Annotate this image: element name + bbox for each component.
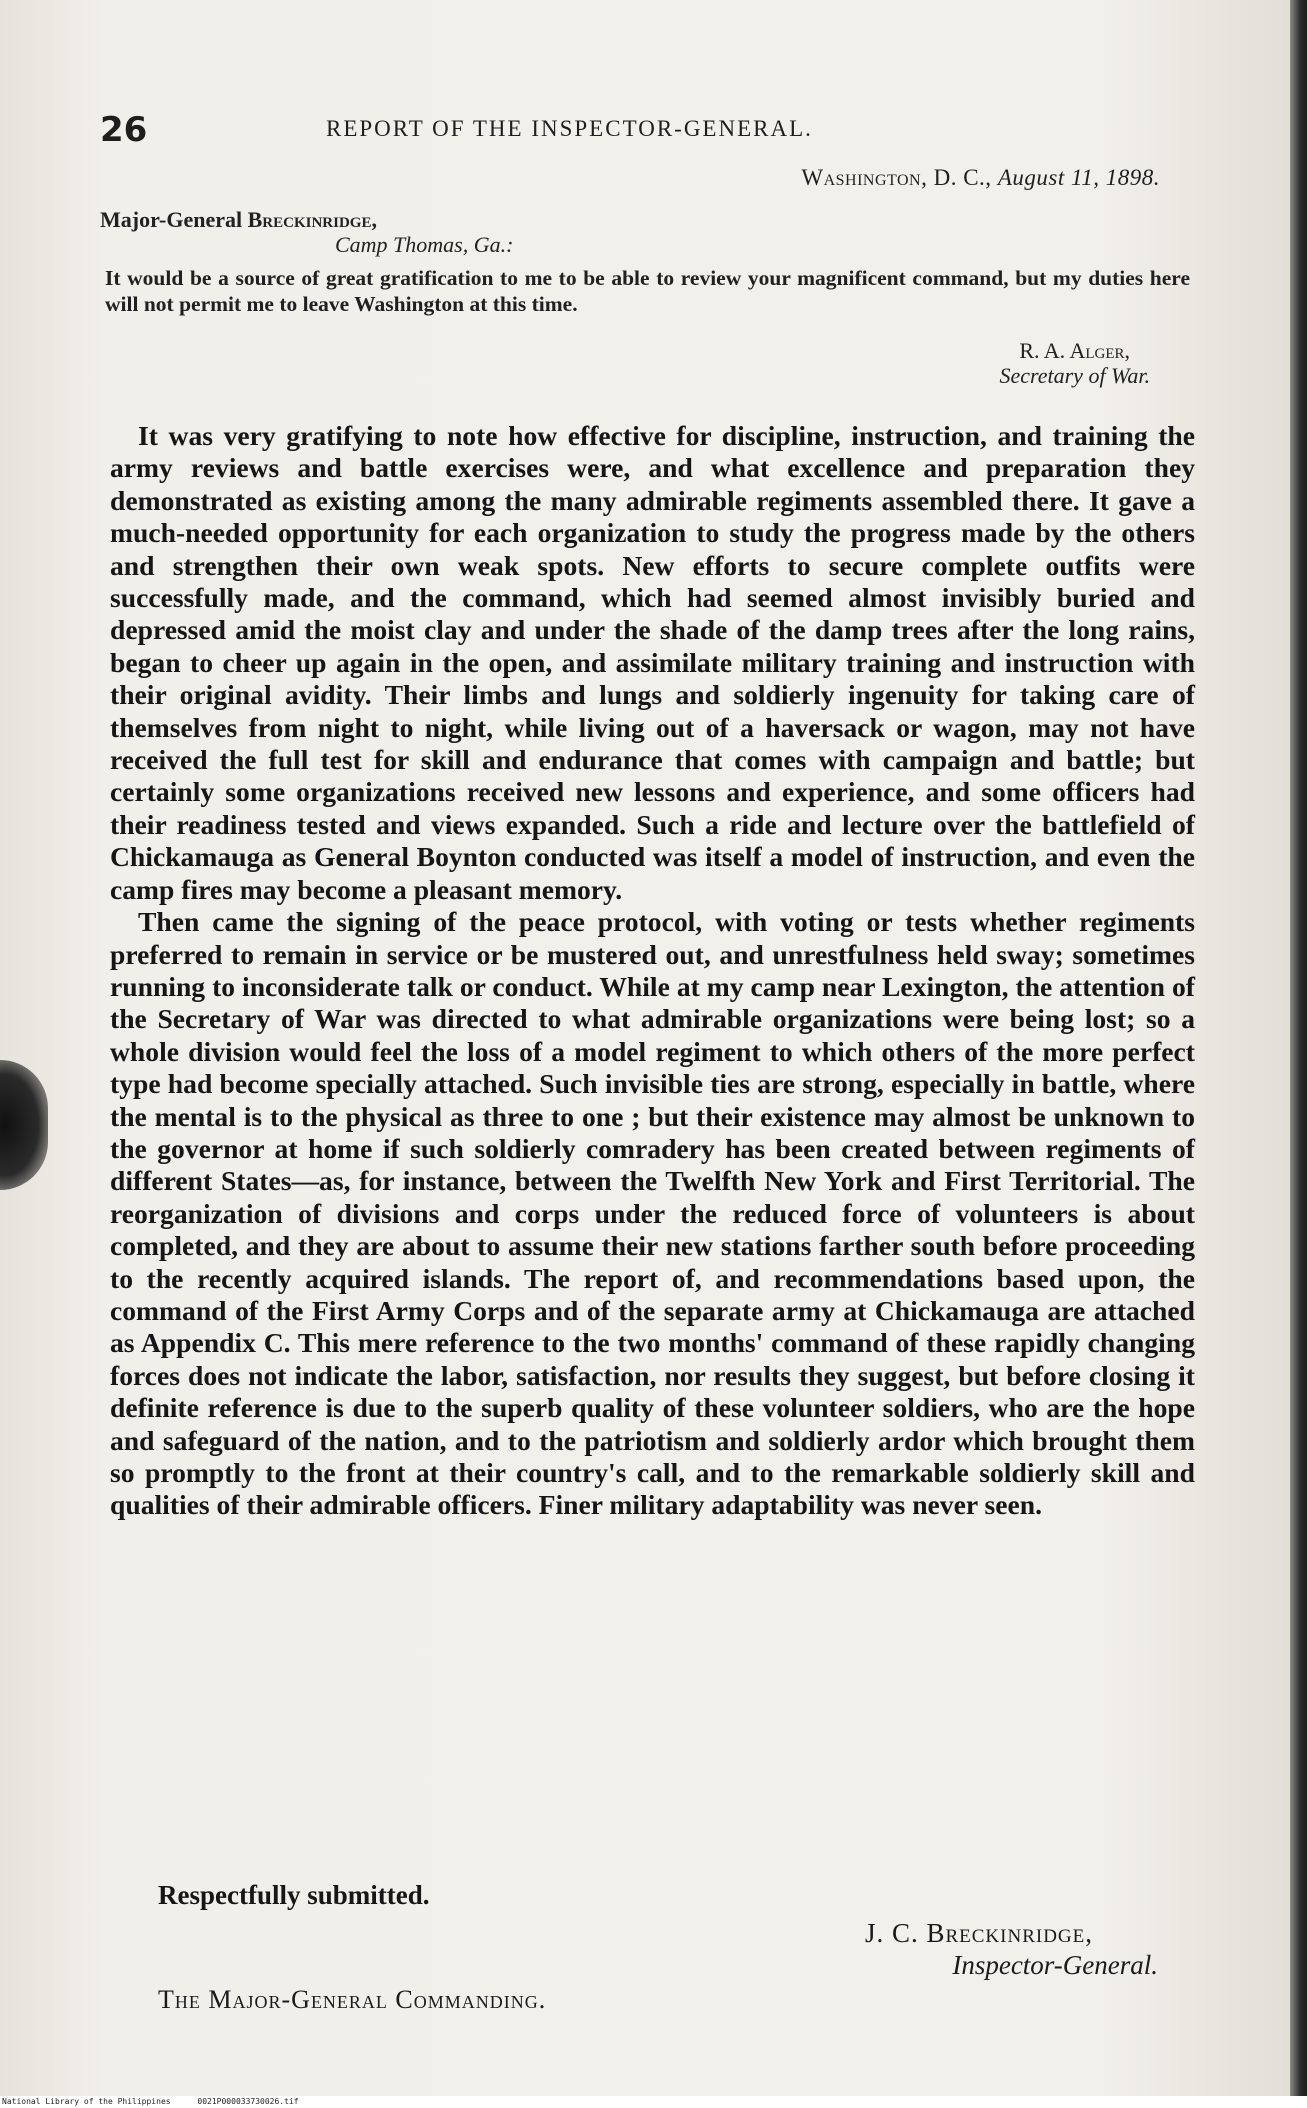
report-body bbox=[110, 420, 1195, 1522]
closing-line: Respectfully submitted. bbox=[158, 1880, 430, 1910]
binding-shadow bbox=[0, 1060, 48, 1190]
running-title: REPORT OF THE INSPECTOR-GENERAL. bbox=[326, 116, 813, 141]
scan-file: 0021P000033730026.tif bbox=[197, 2097, 299, 2106]
addressee-name: Breckinridge, bbox=[247, 207, 377, 232]
report-signature-title: Inspector-General. bbox=[952, 1950, 1158, 1980]
page-header bbox=[100, 110, 1190, 150]
page-number: 26 bbox=[100, 110, 148, 150]
telegram-text: It would be a source of great gratification to me to be able to review your magnificent command, but my duties here will not permit me to leave Washington at this time. bbox=[105, 266, 1190, 316]
dateline-date: August 11, 1898. bbox=[997, 165, 1160, 190]
scan-metadata bbox=[2, 2097, 321, 2106]
scan-source: National Library of the Philippines bbox=[2, 2097, 171, 2106]
telegram-signature-title: Secretary of War. bbox=[999, 363, 1150, 388]
telegram-addressee bbox=[100, 207, 377, 233]
report-signature-name: J. C. Breckinridge, bbox=[864, 1918, 1093, 1948]
paragraph: Then came the signing of the peace protocol, with voting or tests whether regiments preferred to remain in service or be mustered out, and unrestfulness held sway; sometimes running to inconsiderate talk or conduct. While at my camp near Lexington, the attention of the Secretary of War was directed to what admirable organizations were being lost; so a whole division would feel the loss of a model regiment to which others of the more perfect type had become specially attached. Such invisible ties are strong, especially in battle, where the mental is to the physical as three to one ; but their existence may almost be unknown to the governor at home if such soldierly comradery has been created between regiments of different States—as, for instance, between the Twelfth New York and First Territorial. The reorganization of divisions and corps under the reduced force of volunteers is about completed, and they are about to assume their new stations farther south before proceeding to the recently acquired islands. The report of, and recommendations based upon, the command of the First Army Corps and of the separate army at Chickamauga are attached as Appendix C. This mere reference to the two months' command of these rapidly changing forces does not indicate the labor, satisfaction, nor results they suggest, but before closing it definite reference is due to the superb quality of these volunteer soldiers, who are the hope and safeguard of the nation, and to the patriotism and soldierly ardor which brought them so promptly to the front at their country's call, and to the remarkable soldierly skill and qualities of their admirable officers. Finer military adaptability was never seen. bbox=[110, 906, 1195, 1521]
paragraph: It was very gratifying to note how effective for discipline, instruction, and training the army reviews and battle exercises were, and what excellence and preparation they demonstrated as existing among the many admirable regiments assembled there. It gave a much-needed opportunity for each organization to study the progress made by the others and strengthen their own weak spots. New efforts to secure complete outfits were successfully made, and the command, which had seemed almost invisibly buried and depressed amid the moist clay and under the shade of the damp trees after the long rains, began to cheer up again in the open, and assimilate military training and instruction with their original avidity. Their limbs and lungs and soldierly ingenuity for taking care of themselves from night to night, while living out of a haversack or wagon, may not have received the full test for skill and endurance that comes with campaign and battle; but certainly some organizations received new lessons and experience, and some officers had their readiness tested and views expanded. Such a ride and lecture over the battlefield of Chickamauga as General Boynton conducted was itself a model of instruction, and even the camp fires may become a pleasant memory. bbox=[110, 420, 1195, 905]
addressee-prefix: Major-General bbox=[100, 207, 243, 232]
report-recipient: The Major-General Commanding. bbox=[158, 1985, 547, 2014]
dateline-place: Washington, D. C., bbox=[801, 165, 992, 190]
scan-edge-shadow bbox=[1290, 0, 1307, 2108]
telegram-dateline bbox=[801, 165, 1160, 191]
telegram-signature-name: R. A. Alger, bbox=[1019, 338, 1130, 363]
addressee-place: Camp Thomas, Ga.: bbox=[335, 232, 514, 257]
